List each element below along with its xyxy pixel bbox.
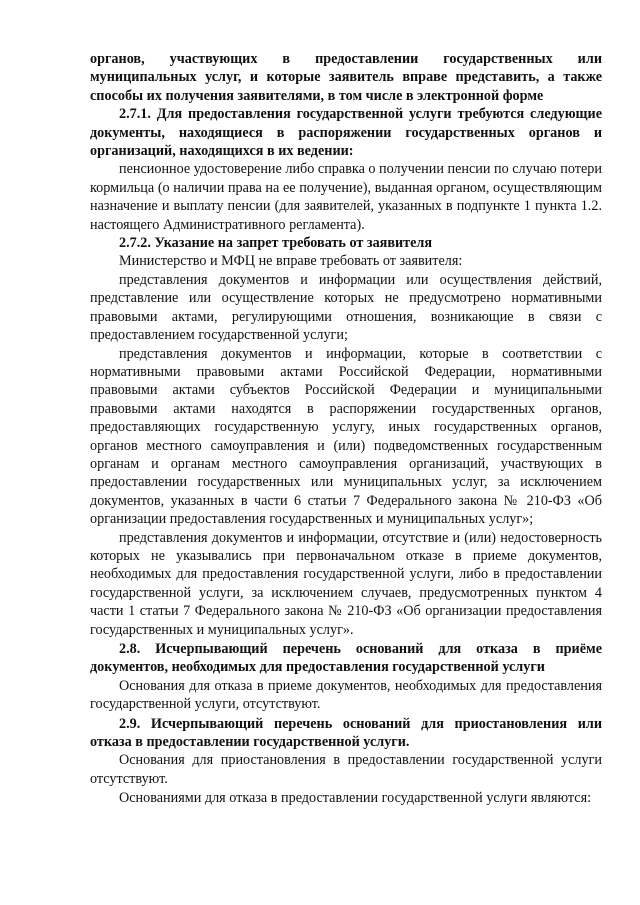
- body-paragraph: представления документов и информации, которые в соответствии с нормативными правовыми актами Российской Федерации, нормативными правовыми актами субъектов Российской Федерации и муниципальными правовыми актами находятся в распоряжении государственных органов, предоставляющих государственную услугу, иных государственных органов, органов местного самоуправления и (или) подведомственных государственным органам и органам местного самоуправления организаций, участвующих в предоставлении государственных или муниципальных услуг, за исключением документов, указанных в части 6 статьи 7 Федерального закона № 210-ФЗ «Об организации предоставления государственных и муниципальных услуг»;: [90, 345, 602, 528]
- section-2-8-heading: 2.8. Исчерпывающий перечень оснований для отказа в приёме документов, необходимых для предоставления государственной услуги: [90, 641, 602, 676]
- body-paragraph: Основания для отказа в приеме документов, необходимых для предоставления государственной услуги, отсутствуют.: [90, 677, 602, 713]
- body-paragraph: Основания для приостановления в предоставлении государственной услуги отсутствуют.: [90, 752, 602, 787]
- body-paragraph: пенсионное удостоверение либо справка о получении пенсии по случаю потери кормильца (о наличии права на ее получение), выданная органом, осуществляющим назначение и выплату пенсии (для заявителей, указанных в подпункте 1 пункта 1.2. настоящего Административного регламента).: [90, 161, 602, 233]
- body-paragraph: Основаниями для отказа в предоставлении государственной услуги являются:: [119, 790, 592, 807]
- subsection-2-7-1-heading: 2.7.1. Для предоставления государственной услуги требуются следующие документы, находящиеся в распоряжении государственных органов и организаций, находящихся в их ведении:: [90, 106, 602, 160]
- body-paragraph: представления документов и информации или осуществления действий, представление или осуществление которых не предусмотрено нормативными правовыми актами, регулирующими отношения, возникающие в связи с предоставлением государственной услуги;: [90, 271, 602, 344]
- section-heading-continuation: органов, участвующих в предоставлении государственных или муниципальных услуг, и которые заявитель вправе представить, а также способы их получения заявителями, в том числе в электронной форме: [90, 51, 602, 104]
- body-paragraph: представления документов и информации, отсутствие и (или) недостоверность которых не указывались при первоначальном отказе в приеме документов, необходимых для предоставления государственной услуги, либо в предоставлении государственной услуги, за исключением случаев, предусмотренных пунктом 4 части 1 статьи 7 Федерального закона № 210-ФЗ «Об организации предоставления государственных и муниципальных услуг».: [90, 529, 602, 638]
- section-2-9-heading: 2.9. Исчерпывающий перечень оснований для приостановления или отказа в предоставлении государственной услуги.: [90, 715, 602, 751]
- subsection-2-7-2-heading: 2.7.2. Указание на запрет требовать от заявителя: [119, 235, 433, 252]
- body-paragraph: Министерство и МФЦ не вправе требовать от заявителя:: [119, 253, 463, 270]
